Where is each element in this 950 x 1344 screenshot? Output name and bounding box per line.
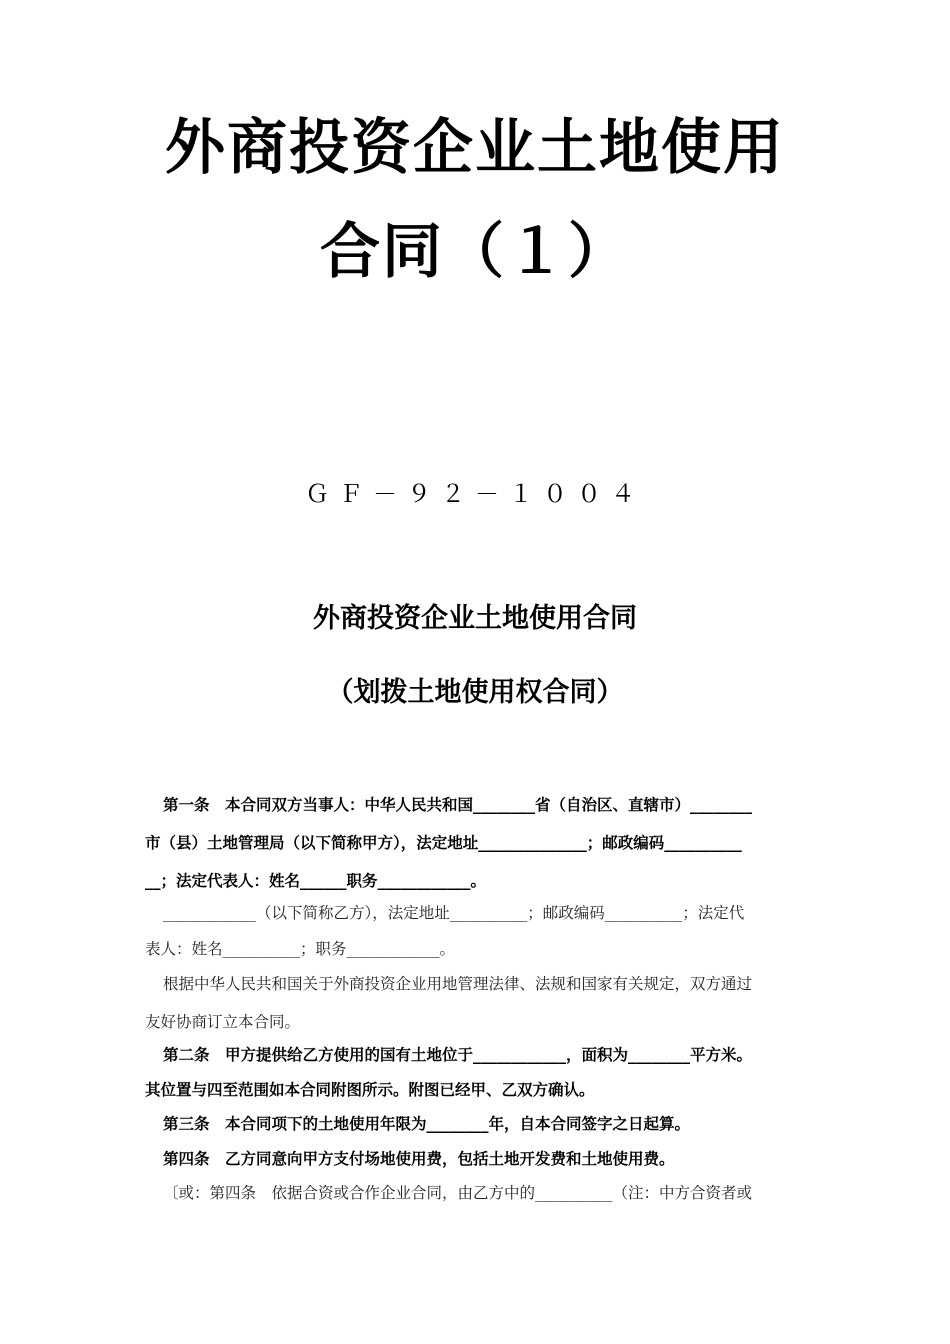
document-title-line-2: 合同（１） [320,217,630,287]
contract-subtitle: 外商投资企业土地使用合同 [313,603,637,634]
party-b-line-2: 表人：姓名__________；职务____________。 [145,940,456,958]
article-1-line-2: 市（县）土地管理局（以下简称甲方），法定地址______________；邮政编码__________ [145,833,742,852]
article-2-line-2: 其位置与四至范围如本合同附图所示。附图已经甲、乙双方确认。 [145,1080,595,1099]
preamble-line-1: 根据中华人民共和国关于外商投资企业用地管理法律、法规和国家有关规定，双方通过 [163,975,753,993]
article-2-line-1: 第二条 甲方提供给乙方使用的国有土地位于____________，面积为________平方米。 [163,1045,753,1064]
contract-code: ＧＦ－９２－１００４ [305,480,645,508]
article-3: 第三条 本合同项下的土地使用年限为________年，自本合同签字之日起算。 [163,1114,691,1133]
party-b-line-1: ____________（以下简称乙方），法定地址__________；邮政编码__________；法定代 [163,904,745,922]
article-4-alternative: 〔或：第四条 依据合资或合作企业合同，由乙方中的__________（注：中方合资者或 [163,1184,753,1202]
document-title-line-1: 外商投资企业土地使用 [165,113,785,183]
article-4: 第四条 乙方同意向甲方支付场地使用费，包括土地开发费和土地使用费。 [163,1149,675,1168]
article-1-line-1: 第一条 本合同双方当事人：中华人民共和国________省（自治区、直辖市）________ [163,795,753,814]
preamble-line-2: 友好协商订立本合同。 [145,1013,301,1031]
article-1-line-3: __；法定代表人：姓名______职务____________。 [145,871,487,890]
contract-subtitle-type: （划拨土地使用权合同） [326,677,624,708]
